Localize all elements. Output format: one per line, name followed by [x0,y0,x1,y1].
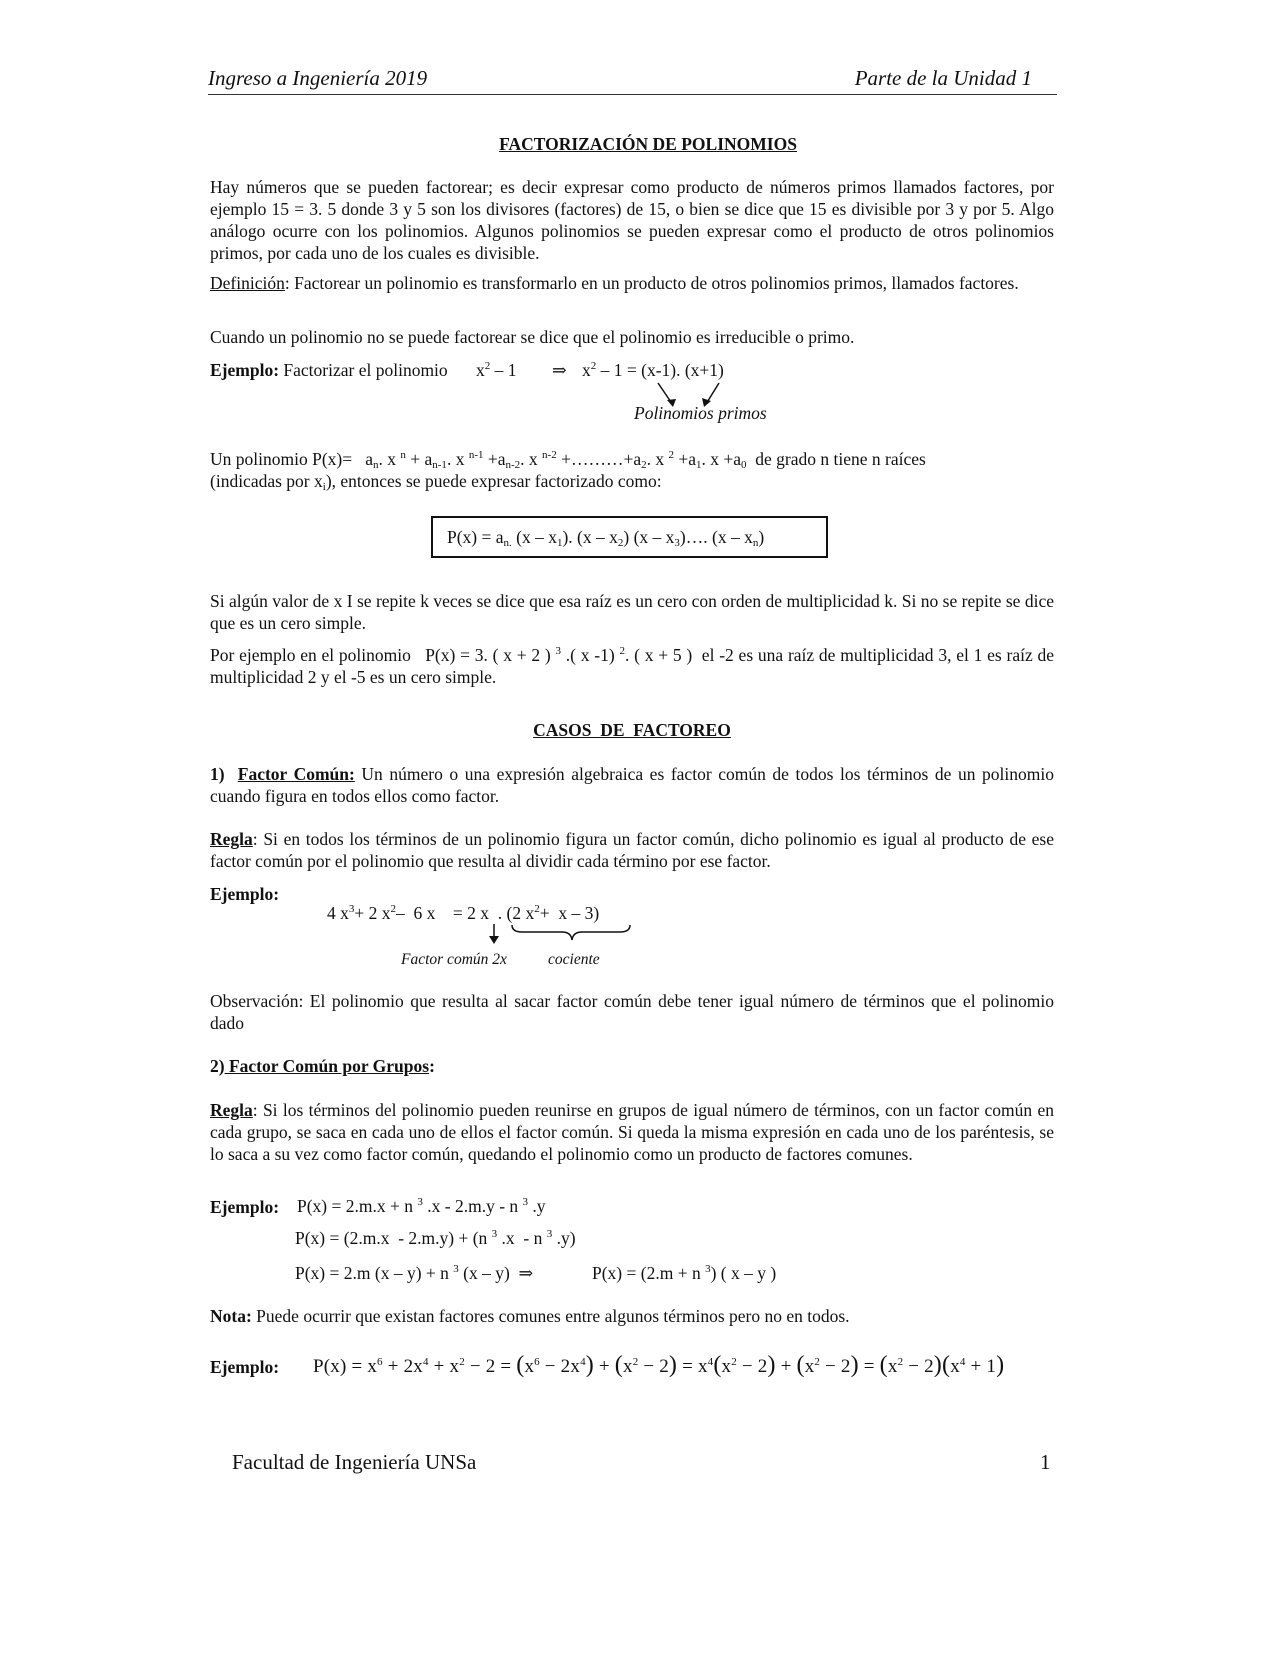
example1-result: $x^2 - 1 = (x-1)$. (x+1) [582,360,724,380]
case1-name: Factor Común: [237,764,355,784]
note-paragraph: Nota: Puede ocurrir que existan factores comunes entre algunos términos pero no en todos. [210,1306,850,1326]
case2-result: P(x) = (2.m + n $^3$) ( x – y ) [592,1263,777,1283]
intro-paragraph: Hay números que se pueden factorear; es decir expresar como producto de números primos llamados factores, por ejemplo 15 = 3. 5 donde 3 y 5 son los divisores (factores) de 15, o bien se dice que 15 es divisible por 3 y por 5. Algo análogo ocurre con los polinomios. Algunos polinomios se pueden expresar como el producto de otros polinomios primos, por cada uno de los cuales es divisible. [210,177,1054,263]
header-rule [208,94,1057,95]
example1-label: Ejemplo: [210,360,280,380]
case2-rule: Regla: Si los términos del polinomio pueden reunirse en grupos de igual número de términos, con un factor común en cada grupo, se saca en cada uno de ellos el factor común. Si queda la misma expresión en cada uno de los paréntesis, se lo saca a su vez como factor común, quedando el polinomio como un producto de factores comunes. [210,1100,1054,1164]
irreducible-paragraph: Cuando un polinomio no se puede factorear se dice que el polinomio es irreducible o primo. [210,327,855,347]
multiplicity-example: Por ejemplo en el polinomio P(x) = 3. ( x + 2 ) $^3$ .( x -1) $^2$. ( x + 5 ) el -2 es una raíz de multiplicidad 3, el 1 es raíz de multiplicidad 2 y el -5 es un cero simple. [210,645,1054,687]
case2-step3: P(x) = 2.m (x – y) + n $^3$ (x – y) ⇒ [295,1263,534,1283]
implies-arrow: ⇒ [552,360,567,380]
definition-paragraph [210,272,1054,294]
case1-example-label: Ejemplo: [210,884,280,904]
factorized-formula-box [431,516,828,558]
cases-title: CASOS DE FACTOREO [533,720,731,740]
case1-rule: Regla: Si en todos los términos de un polinomio figura un factor común, dicho polinomio es igual al producto de ese factor común por el polinomio que resulta al dividir cada término por ese factor. [210,829,1054,871]
general-roots-line: (indicadas por $x_i$), entonces se puede expresar factorizado como: [210,471,662,493]
header-left: Ingreso a Ingeniería 2019 [208,66,428,90]
prime-polynomials-annotation: Polinomios primos [634,403,767,423]
page-number: 1 [1040,1450,1051,1474]
common-factor-label: Factor común 2x [401,951,507,968]
case2-step2: P(x) = (2.m.x - 2.m.y) + (n $^3$ .x - n $^3$ .y) [295,1228,576,1248]
final-example-formula: $P(x) = x^6 + 2x^4 + x^2 - 2 = (x^6 - 2x^4) + (x^2 - 2) = x^4(x^2 - 2) + (x^2 - 2) = (x^2 - 2)(x^4 + 1)$ [313,1352,1005,1378]
final-example-label: Ejemplo: [210,1357,280,1377]
definition-label: Definición [210,273,285,293]
case1-example-formula: 4 $x^3+ 2$ $x^2-$ 6 x = 2 x . (2 $x^2+ x - 3$) [327,903,600,923]
quotient-label: cociente [548,951,600,968]
example1-polynomial: $x^2 - 1$ [476,360,517,380]
case1-observation: Observación: El polinomio que resulta al sacar factor común debe tener igual número de términos que el polinomio dado [210,991,1054,1033]
definition-text: : Factorear un polinomio es transformarlo en un producto de otros polinomios primos, llamados factores. [284,273,1019,293]
example1-text: Factorizar el polinomio [279,360,448,380]
case2-heading: 2) Factor Común por Grupos: [210,1056,435,1076]
general-polynomial-line: Un polinomio $P(x)= a_n$. x $^n + a_{n-1}$. x $^{n-1} +a_{n-2}$. x $^{n-2} +\dots\dots\dots+a_2$. x $^2 +a_1$. $x +a_0$ de grado n tiene n raíces [210,449,926,471]
case2-name: Factor Común por Grupos [228,1056,430,1076]
case1-arrow-and-brace [480,922,640,948]
footer-left: Facultad de Ingeniería UNSa [232,1450,477,1474]
page-title: FACTORIZACIÓN DE POLINOMIOS [499,134,797,154]
case2-step1: P(x) = 2.m.x + n $^3$ .x - 2.m.y - n $^3$ .y [297,1196,546,1216]
factorized-formula: $P(x) = a_{n.}$ $(x - x_1)$. $(x - x_2)$ $(x - x_3)\dots$. $(x - x_n)$ [447,527,765,549]
multiplicity-paragraph: Si algún valor de x I se repite k veces se dice que esa raíz es un cero con orden de multiplicidad k. Si no se repite se dice que es un cero simple. [210,591,1054,633]
header-right: Parte de la Unidad 1 [854,66,1032,90]
case2-example-label: Ejemplo: [210,1197,280,1217]
case1-definition: 1) Factor Común: Un número o una expresión algebraica es factor común de todos los términos de un polinomio cuando figura en todos ellos como factor. [210,764,1054,806]
example1-line [210,360,448,381]
